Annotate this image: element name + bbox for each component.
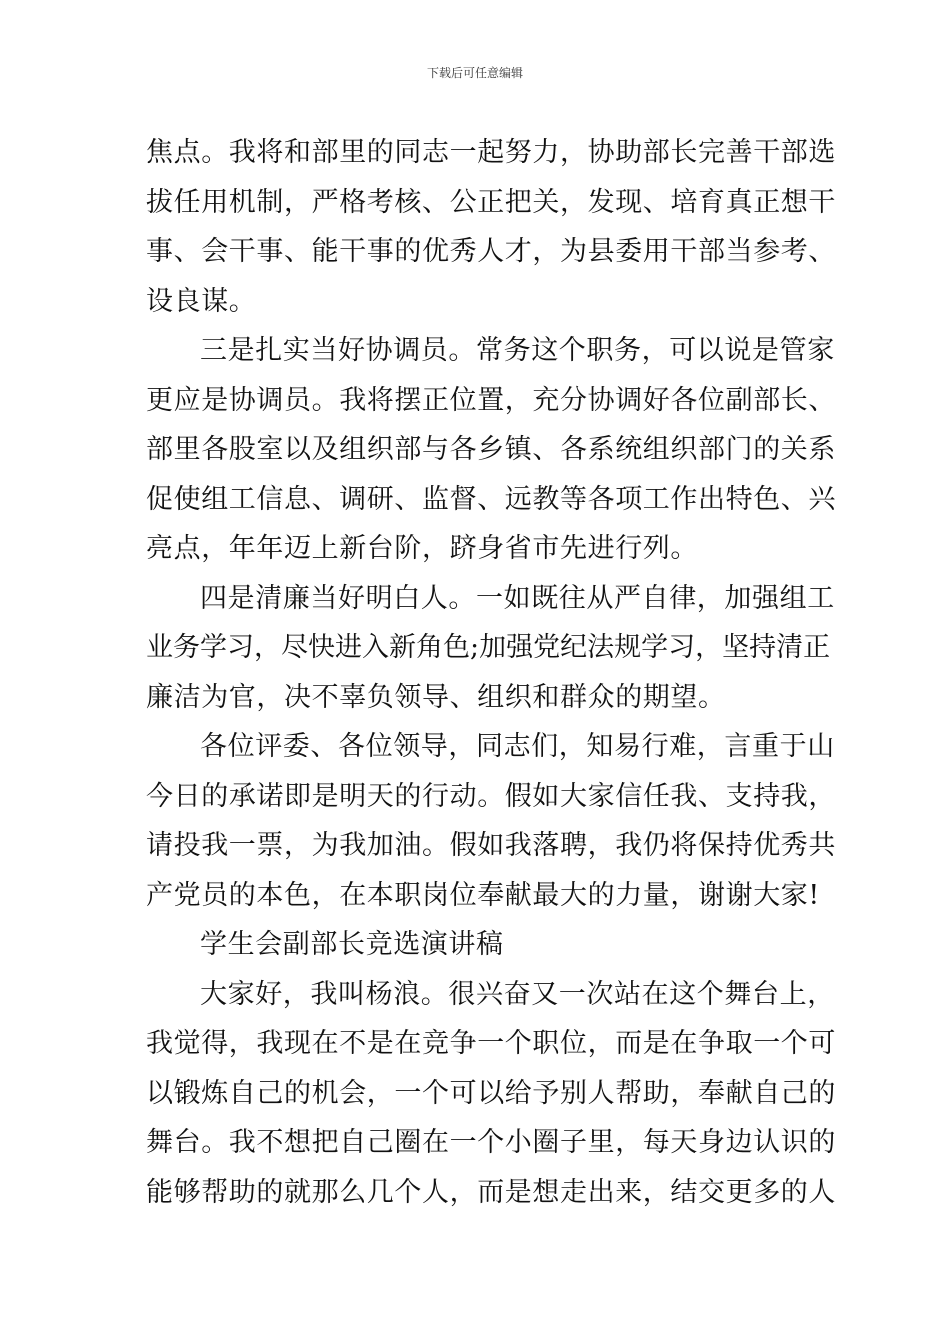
text-line: 舞台。我不想把自己圈在一个小圈子里，每天身边认识的 <box>146 1127 836 1158</box>
text-line: 焦点。我将和部里的同志一起努力，协助部长完善干部选 <box>146 137 836 168</box>
text-line: 产党员的本色，在本职岗位奉献最大的力量，谢谢大家! <box>146 879 820 911</box>
document-body <box>146 128 836 1217</box>
text-line: 能够帮助的就那么几个人，而是想走出来，结交更多的人 <box>146 1176 836 1208</box>
text-line: 更应是协调员。我将摆正位置，充分协调好各位副部长、 <box>146 384 836 416</box>
text-line: 廉洁为官，决不辜负领导、组织和群众的期望。 <box>146 681 726 713</box>
text-line: 业务学习，尽快进入新角色;加强党纪法规学习，坚持清正 <box>146 632 831 663</box>
text-line: 以锻炼自己的机会，一个可以给予别人帮助，奉献自己的 <box>146 1077 836 1109</box>
text-line: 事、会干事、能干事的优秀人才，为县委用干部当参考、 <box>146 236 836 267</box>
text-line: 亮点，年年迈上新台阶，跻身省市先进行列。 <box>146 533 698 564</box>
text-line: 部里各股室以及组织部与各乡镇、各系统组织部门的关系 <box>146 434 836 465</box>
paragraph-start-line: 四是清廉当好明白人。一如既往从严自律，加强组工 <box>200 582 835 614</box>
text-line: 今日的承诺即是明天的行动。假如大家信任我、支持我， <box>146 780 836 812</box>
text-line: 设良谋。 <box>146 285 257 317</box>
paragraph-start-line: 大家好，我叫杨浪。很兴奋又一次站在这个舞台上， <box>200 978 835 1010</box>
paragraph-start-line: 各位评委、各位领导，同志们，知易行难，言重于山 <box>200 731 835 762</box>
paragraph-start-line: 三是扎实当好协调员。常务这个职务，可以说是管家 <box>200 335 835 366</box>
page-header: 下载后可任意编辑 <box>426 66 523 80</box>
text-line: 请投我一票，为我加油。假如我落聘，我仍将保持优秀共 <box>146 830 836 861</box>
text-line: 促使组工信息、调研、监督、远教等各项工作出特色、兴 <box>146 483 836 515</box>
text-line: 我觉得，我现在不是在竞争一个职位，而是在争取一个可 <box>146 1028 836 1059</box>
section-title: 学生会副部长竞选演讲稿 <box>200 929 504 960</box>
text-line: 拔任用机制，严格考核、公正把关，发现、培育真正想干 <box>146 186 836 218</box>
